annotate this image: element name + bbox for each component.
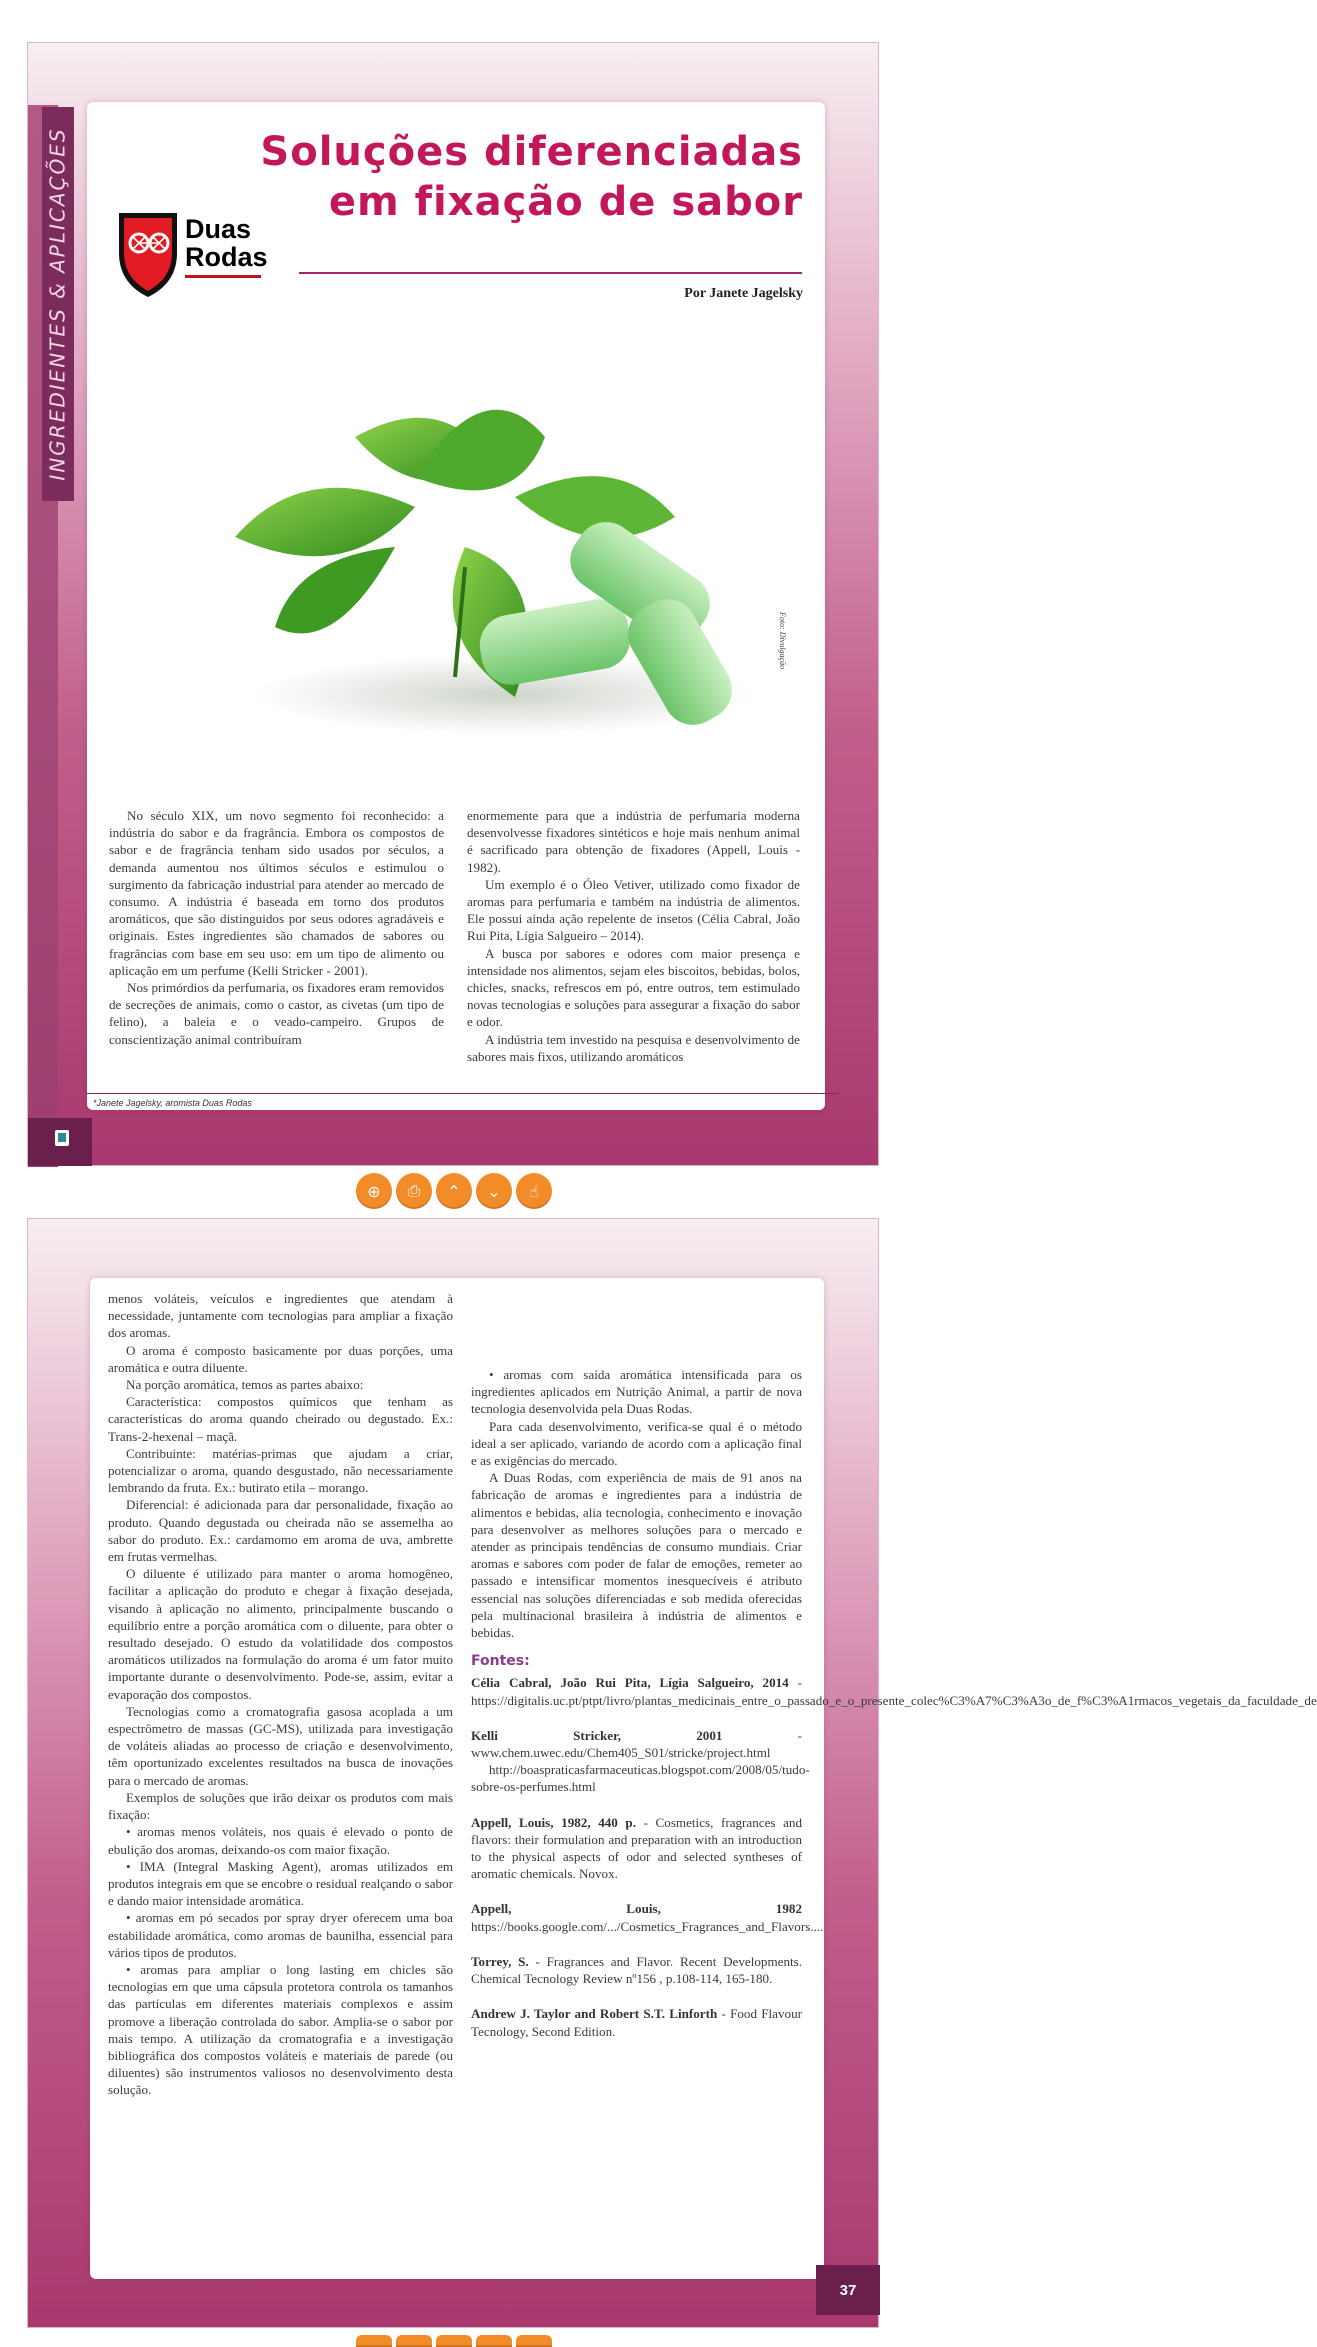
zoom-in-icon[interactable]: ⊕ xyxy=(356,1173,392,1209)
article-card xyxy=(87,102,825,1110)
logo-underline xyxy=(185,275,261,278)
print-icon[interactable] xyxy=(396,2335,432,2347)
reference-item: Kelli Stricker, 2001 - www.chem.uwec.edu/Chem405_S01/stricke/project.html http://boaspraticasfarmaceuticas.blogspot.com/2008/05/tudo-sobre-os-perfumes.html xyxy=(471,1727,810,1795)
photo-credit: Foto: Divulgação xyxy=(778,612,787,670)
chevron-down-icon[interactable]: ⌄ xyxy=(476,1173,512,1209)
footnote-divider xyxy=(87,1093,839,1094)
article-card-continued xyxy=(90,1278,1317,2279)
viewer-toolbar-bottom xyxy=(356,2335,552,2347)
hand-pointer-icon[interactable]: ☝ xyxy=(516,1173,552,1209)
duas-rodas-shield-logo xyxy=(115,207,181,299)
viewer-toolbar xyxy=(356,1173,552,1209)
chevron-up-icon[interactable]: ⌃ xyxy=(436,1173,472,1209)
print-icon[interactable]: ⎙ xyxy=(396,1173,432,1209)
magazine-page-1 xyxy=(27,42,879,1166)
byline: Por Janete Jagelsky xyxy=(684,286,803,301)
reference-item: Appell, Louis, 1982 https://books.google.com/.../Cosmetics_Fragrances_and_Flavors.... xyxy=(471,1901,824,1934)
bookmark-icon[interactable] xyxy=(55,1130,69,1146)
magazine-page-2 xyxy=(27,1218,1317,2328)
page-corner-box xyxy=(28,1118,92,1166)
author-footnote: *Janete Jagelsky, aromista Duas Rodas xyxy=(93,1098,252,1108)
section-label xyxy=(42,107,74,501)
article-column-2: enormemente para que a indústria de perfumaria moderna desenvolvesse fixadores sintéticos e hoje mais nenhum animal é sacrificado para obtenção de fixadores (Appell, Louis - 1982). Um exemplo é o Óleo Vetiver, utilizado como fixador de aromas para perfumaria e também na indústria de alimentos. Ele possui ainda ação repelente de insetos (Célia Cabral, João Rui Pita, Lígia Salgueiro – 2014). A busca por sabores e odores com maior presença e intensidade nos alimentos, sejam eles biscoitos, bebidas, bolos, chicles, snacks, refrescos em pó, entre outros, tem estimulado novas tecnologias e soluções para assegurar a fixação do sabor e odor. A indústria tem investido na pesquisa e desenvolvimento de sabores mais fixos, utilizando aromáticos xyxy=(467,808,800,1064)
reference-item: Appell, Louis, 1982, 440 p. - Cosmetics, fragrances and flavors: their formulation and preparation with an introduction to the physical aspects of odor and selected syntheses of aromatic chemicals. Novox. xyxy=(471,1814,802,1882)
page-number: 37 xyxy=(816,2265,880,2315)
section-label-text: INGREDIENTES & APLICAÇÕES xyxy=(46,127,70,481)
zoom-in-icon[interactable] xyxy=(356,2335,392,2347)
article-column-3: menos voláteis, veículos e ingredientes que atendam à necessidade, juntamente com tecnologias para ampliar a fixação dos aromas. O aroma é composto basicamente por duas porções, uma aromática e outra diluente. Na porção aromática, temos as partes abaixo: Característica: compostos químicos que tenham as características do aroma quando cheirado ou degustado. Ex.: Trans-2-hexenal – maçã. Contribuinte: matérias-primas que ajudam a criar, potencializar o aroma, quando desgustado, não necessariamente lembrando da fruta. Ex.: butirato etila – morango. Diferencial: é adicionada para dar personalidade, fixação ao produto. Quando degustada ou cheirada não se assemelha ao sabor do produto. Ex.: cardamomo em aroma de uva, ambrette em frutas vermelhas. O diluente é utilizado para manter o aroma homogêneo, facilitar a aplicação do produto e chegar à fixação desejada, visando à aplicação no alimento, principalmente buscando o equilíbrio entre a porção aromática com o diluente, para obter o resultado desejado. O estudo da volatilidade dos compostos aromáticos utilizados na formulação do aroma é um fator muito importante durante o desenvolvimento. Pode-se, assim, evitar a evaporação dos compostos. Tecnologias como a cromatografia gasosa acoplada a um espectrômetro de massas (GC-MS), utilizada para investigação de voláteis aliadas ao processo de criação e desenvolvimento, têm oportunizado excelentes resultados na busca de inovações para o mercado de aromas. Exemplos de soluções que irão deixar os produtos com mais fixação: • aromas menos voláteis, nos quais é elevado o ponto de ebulição dos aromas, deixando-os com maior fixação. • IMA (Integral Masking Agent), aromas utilizados em produtos integrais em que se encobre o residual realçando o sabor e dando maior intensidade aromática. • aromas em pó secados por spray dryer oferecem uma boa estabilidade aromática, como aromas de baunilha, essencial para vários tipos de produtos. • aromas para ampliar o long lasting em chicles são tecnologias em que uma cápsula protetora controla os tamanhos das partículas em diferentes materiais complexos e assim promove a liberação controlada do sabor. Amplia-se o sabor por mais tempo. A utilização da cromatografia e a investigação bibliográfica dos compostos voláteis e materiais de parede (ou diluentes) são instrumentos valiosos no desenvolvimento desta solução. xyxy=(108,1291,453,2098)
title-divider xyxy=(299,272,802,274)
mint-gum-photo xyxy=(215,377,761,807)
article-title: Soluções diferenciadas em fixação de sabor xyxy=(260,129,803,225)
chevron-down-icon[interactable] xyxy=(476,2335,512,2347)
sources-heading: Fontes: xyxy=(471,1653,530,1670)
logo-wordmark: Duas Rodas xyxy=(185,214,268,272)
reference-item: Torrey, S. - Fragrances and Flavor. Recent Developments. Chemical Tecnology Review nº156 , p.108-114, 165-180. xyxy=(471,1953,803,1987)
reference-item: Célia Cabral, João Rui Pita, Lígia Salgueiro, 2014 - https://digitalis.uc.pt/ptpt/livro/plantas_medicinais_entre_o_passado_e_o_presente_colec%C3%A7%C3%A3o_de_f%C3%A1rmacos_vegetais_da_faculdade_de xyxy=(471,1675,1317,1708)
article-column-1: No século XIX, um novo segmento foi reconhecido: a indústria do sabor e da fragrância. Embora os compostos de sabor e de fragrância tenham sido usados por séculos, a demanda aumentou nos últimos séculos e estimulou o surgimento da fabricação industrial para atender ao mercado de consumo. A indústria é baseada em torno dos produtos aromáticos, que são distinguidos por seus odores agradáveis e originais. Estes ingredientes são chamados de sabores ou fragrâncias com base em seu uso: em um tipo de alimento ou aplicação em um perfume (Kelli Stricker - 2001). Nos primórdios da perfumaria, os fixadores eram removidos de secreções de animais, como o castor, as civetas (um tipo de felino), a baleia e o veado-campeiro. Grupos de conscientização animal contribuíram xyxy=(109,808,444,1047)
article-column-4: • aromas com saída aromática intensificada para os ingredientes aplicados em Nutrição Animal, a partir de nova tecnologia desenvolvida pela Duas Rodas. Para cada desenvolvimento, verifica-se qual é o método ideal a ser aplicado, variando de acordo com a aplicação final e as exigências do mercado. A Duas Rodas, com experiência de mais de 91 anos na fabricação de aromas e ingredientes para a indústria de alimentos e bebidas, alia tecnologia, conhecimento e inovação para desenvolver as melhores soluções para o mercado e atender as principais tendências de consumo mundiais. Criar aromas e sabores com poder de falar de emoções, remeter ao passado e intensificar momentos inesquecíveis é atributo essencial nas soluções diferenciadas e sob medida oferecidas pela multinacional brasileira à indústria de alimentos e bebidas. Fontes: Célia Cabral, João Rui Pita, Lígia Salgueiro, 2014 - https://digitalis.uc.pt/ptpt/livro/plantas_medicinais_entre_o_passado_e_o_presente_colec%C3%A7%C3%A3o_de_f%C3%A1rmacos_vegetais_da_faculdade_de Kelli Stricker, 2001 - www.chem.uwec.edu/Chem405_S01/stricke/project.html http://boaspraticasfarmaceuticas.blogspot.com/2008/05/tudo-sobre-os-perfumes.html Appell, Louis, 1982, 440 p. - Cosmetics, fragrances and flavors: their formulation and preparation with an introduction to the physical aspects of odor and selected syntheses of aromatic chemicals. Novox. Appell, Louis, 1982 https://books.google.com/.../Cosmetics_Fragrances_and_Flavors.... Torrey, S. - Fragrances and Flavor. Recent Developments. Chemical Tecnology Review nº156 , p.108-114, 165-180. Andrew J. Taylor and Robert S.T. Linforth - Food Flavour Tecnology, Second Edition. xyxy=(471,1367,1317,2039)
chevron-up-icon[interactable] xyxy=(436,2335,472,2347)
reference-item: Andrew J. Taylor and Robert S.T. Linforth - Food Flavour Tecnology, Second Edition. xyxy=(471,2006,802,2039)
hand-pointer-icon[interactable] xyxy=(516,2335,552,2347)
